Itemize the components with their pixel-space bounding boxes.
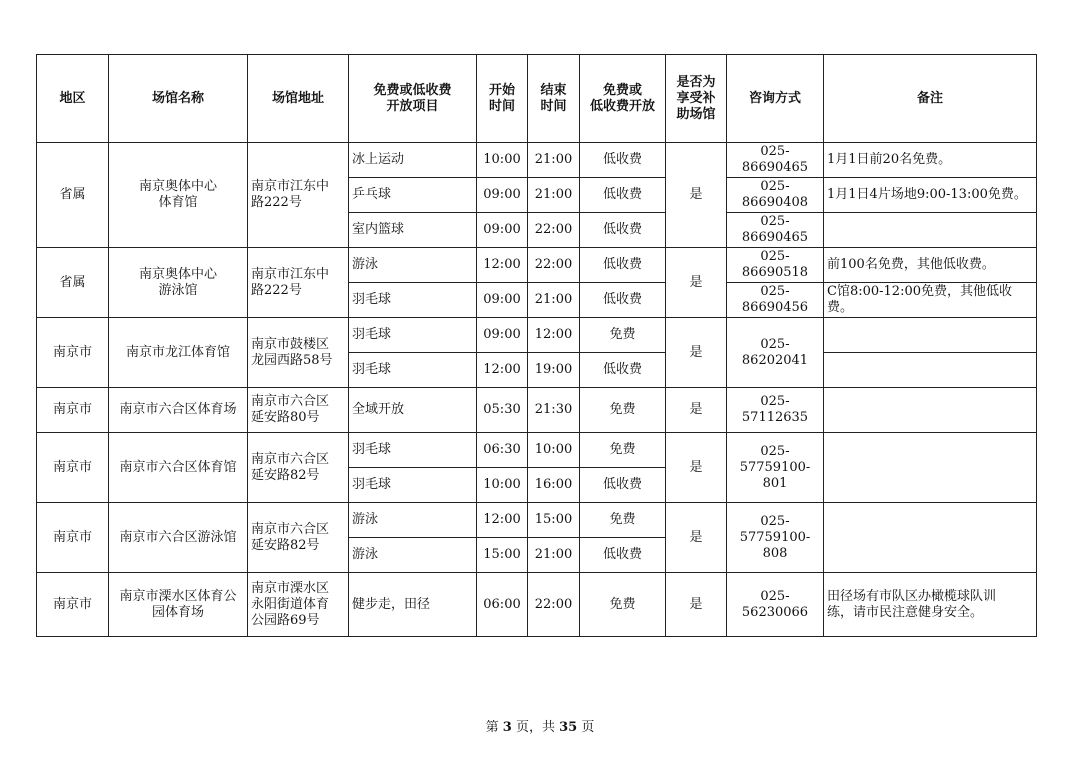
contact: 025-57759100- 808 — [739, 513, 811, 561]
footer-page-number: 3 — [502, 720, 512, 735]
item-cell: 乒乓球 — [349, 178, 477, 213]
note-cell — [824, 573, 1037, 637]
end-time-cell: 16:00 — [528, 468, 580, 503]
venue-name-cell — [109, 573, 248, 637]
fee-cell: 低收费 — [580, 213, 666, 248]
end-time-cell: 21:30 — [528, 388, 580, 433]
address-cell — [248, 573, 349, 637]
contact-cell: 025-86690408 — [727, 178, 824, 213]
header-subsidized-text: 是否为 享受补 助场馆 — [676, 74, 716, 122]
item-cell: 游泳 — [349, 538, 477, 573]
venue-name: 南京市六合区体育馆 — [119, 459, 237, 475]
item-cell: 羽毛球 — [349, 468, 477, 503]
subsidized-cell: 是 — [666, 503, 727, 573]
fee-cell: 免费 — [580, 433, 666, 468]
start-time-cell: 05:30 — [477, 388, 528, 433]
contact-cell — [727, 503, 824, 573]
subsidized-cell: 是 — [666, 143, 727, 248]
contact-cell: 025-86690465 — [727, 143, 824, 178]
item-cell: 羽毛球 — [349, 353, 477, 388]
table-row — [37, 573, 1037, 637]
note-cell — [824, 388, 1037, 433]
note-cell — [824, 318, 1037, 353]
start-time-cell: 15:00 — [477, 538, 528, 573]
table-row — [37, 248, 1037, 283]
address: 南京市溧水区 永阳街道体育 公园路69号 — [251, 580, 330, 628]
venue-name: 南京市溧水区体育公 园体育场 — [119, 588, 237, 620]
header-subsidized — [666, 55, 727, 143]
table-row — [37, 143, 1037, 178]
header-venue-name: 场馆名称 — [109, 55, 248, 143]
header-fee-text: 免费或 低收费开放 — [589, 82, 655, 114]
header-end-text: 结束 时间 — [540, 82, 567, 114]
note-cell — [824, 433, 1037, 503]
fee-cell: 免费 — [580, 573, 666, 637]
header-fee-type — [580, 55, 666, 143]
end-time-cell: 10:00 — [528, 433, 580, 468]
venue-table — [36, 54, 1037, 637]
address-cell — [248, 503, 349, 573]
item-cell: 游泳 — [349, 248, 477, 283]
header-region: 地区 — [37, 55, 109, 143]
start-time-cell: 10:00 — [477, 468, 528, 503]
footer-prefix: 第 — [485, 720, 503, 735]
end-time-cell: 19:00 — [528, 353, 580, 388]
header-note: 备注 — [824, 55, 1037, 143]
end-time-cell: 21:00 — [528, 538, 580, 573]
subsidized-cell: 是 — [666, 433, 727, 503]
contact-cell: 025-56230066 — [727, 573, 824, 637]
start-time-cell: 12:00 — [477, 353, 528, 388]
contact-cell: 025-86690465 — [727, 213, 824, 248]
header-row — [37, 55, 1037, 143]
subsidized-cell: 是 — [666, 248, 727, 318]
end-time-cell: 22:00 — [528, 213, 580, 248]
header-items-text: 免费或低收费 开放项目 — [373, 82, 452, 114]
item-cell: 游泳 — [349, 503, 477, 538]
region-cell: 南京市 — [37, 318, 109, 388]
table-row — [37, 433, 1037, 468]
end-time-cell: 22:00 — [528, 573, 580, 637]
start-time-cell: 09:00 — [477, 318, 528, 353]
region-cell: 南京市 — [37, 433, 109, 503]
venue-name-cell — [109, 433, 248, 503]
item-cell: 羽毛球 — [349, 283, 477, 318]
note-cell: 1月1日4片场地9:00-13:00免费。 — [824, 178, 1037, 213]
start-time-cell: 12:00 — [477, 503, 528, 538]
fee-cell: 免费 — [580, 503, 666, 538]
end-time-cell: 21:00 — [528, 143, 580, 178]
venue-name-cell — [109, 143, 248, 248]
footer-total-pages: 35 — [559, 720, 578, 735]
header-start-text: 开始 时间 — [488, 82, 515, 114]
fee-cell: 低收费 — [580, 178, 666, 213]
end-time-cell: 21:00 — [528, 283, 580, 318]
note-cell: 前100名免费，其他低收费。 — [824, 248, 1037, 283]
item-cell: 羽毛球 — [349, 433, 477, 468]
address-cell — [248, 143, 349, 248]
footer-middle: 页，共 — [511, 720, 560, 735]
table-row — [37, 503, 1037, 538]
header-end-time — [528, 55, 580, 143]
page-footer — [0, 716, 1080, 735]
fee-cell: 低收费 — [580, 248, 666, 283]
note-cell: 1月1日前20名免费。 — [824, 143, 1037, 178]
contact-cell: 025-86202041 — [727, 318, 824, 388]
venue-name-cell — [109, 388, 248, 433]
venue-name-cell — [109, 318, 248, 388]
start-time-cell: 06:00 — [477, 573, 528, 637]
header-start-time — [477, 55, 528, 143]
venue-name: 南京市六合区体育场 — [119, 402, 237, 417]
region-cell: 省属 — [37, 248, 109, 318]
fee-cell: 低收费 — [580, 353, 666, 388]
note-cell: C馆8:00-12:00免费，其他低收费。 — [824, 283, 1037, 318]
address: 南京市六合区 延安路82号 — [251, 521, 330, 553]
venue-name: 南京市六合区游泳馆 — [119, 529, 237, 545]
venue-name-cell — [109, 248, 248, 318]
subsidized-cell: 是 — [666, 388, 727, 433]
start-time-cell: 12:00 — [477, 248, 528, 283]
item-cell: 全域开放 — [349, 388, 477, 433]
start-time-cell: 09:00 — [477, 178, 528, 213]
fee-cell: 低收费 — [580, 468, 666, 503]
note: 田径场有市队区办橄榄球队训 练，请市民注意健身安全。 — [827, 588, 997, 620]
region-cell: 省属 — [37, 143, 109, 248]
fee-cell: 低收费 — [580, 538, 666, 573]
fee-cell: 免费 — [580, 388, 666, 433]
start-time-cell: 09:00 — [477, 283, 528, 318]
venue-name: 南京奥体中心 游泳馆 — [138, 266, 217, 298]
address: 南京市江东中 路222号 — [251, 266, 330, 298]
end-time-cell: 15:00 — [528, 503, 580, 538]
end-time-cell: 12:00 — [528, 318, 580, 353]
region-cell: 南京市 — [37, 503, 109, 573]
start-time-cell: 10:00 — [477, 143, 528, 178]
venue-name: 南京奥体中心 体育馆 — [138, 179, 217, 210]
address-cell — [248, 433, 349, 503]
address-cell — [248, 248, 349, 318]
start-time-cell: 06:30 — [477, 433, 528, 468]
table-row — [37, 318, 1037, 353]
item-cell: 健步走，田径 — [349, 573, 477, 637]
fee-cell: 低收费 — [580, 283, 666, 318]
region-cell: 南京市 — [37, 573, 109, 637]
address: 南京市六合区 延安路80号 — [251, 394, 330, 425]
contact-cell: 025-86690456 — [727, 283, 824, 318]
item-cell: 羽毛球 — [349, 318, 477, 353]
header-contact: 咨询方式 — [727, 55, 824, 143]
address: 南京市鼓楼区 龙园西路58号 — [251, 336, 333, 368]
note-cell — [824, 503, 1037, 573]
contact-cell — [727, 433, 824, 503]
subsidized-cell: 是 — [666, 573, 727, 637]
note-cell — [824, 353, 1037, 388]
address: 南京市江东中 路222号 — [251, 179, 330, 210]
venue-name-cell — [109, 503, 248, 573]
table-row — [37, 388, 1037, 433]
contact: 025-57759100- 801 — [739, 443, 811, 491]
region-cell: 南京市 — [37, 388, 109, 433]
start-time-cell: 09:00 — [477, 213, 528, 248]
header-items — [349, 55, 477, 143]
address-cell — [248, 388, 349, 433]
address-cell — [248, 318, 349, 388]
footer-suffix: 页 — [577, 720, 595, 735]
item-cell: 冰上运动 — [349, 143, 477, 178]
venue-name: 南京市龙江体育馆 — [125, 344, 230, 360]
contact-cell: 025-86690518 — [727, 248, 824, 283]
end-time-cell: 21:00 — [528, 178, 580, 213]
address: 南京市六合区 延安路82号 — [251, 451, 330, 483]
end-time-cell: 22:00 — [528, 248, 580, 283]
header-address: 场馆地址 — [248, 55, 349, 143]
fee-cell: 免费 — [580, 318, 666, 353]
fee-cell: 低收费 — [580, 143, 666, 178]
note-cell — [824, 213, 1037, 248]
item-cell: 室内篮球 — [349, 213, 477, 248]
subsidized-cell: 是 — [666, 318, 727, 388]
contact-cell: 025-57112635 — [727, 388, 824, 433]
